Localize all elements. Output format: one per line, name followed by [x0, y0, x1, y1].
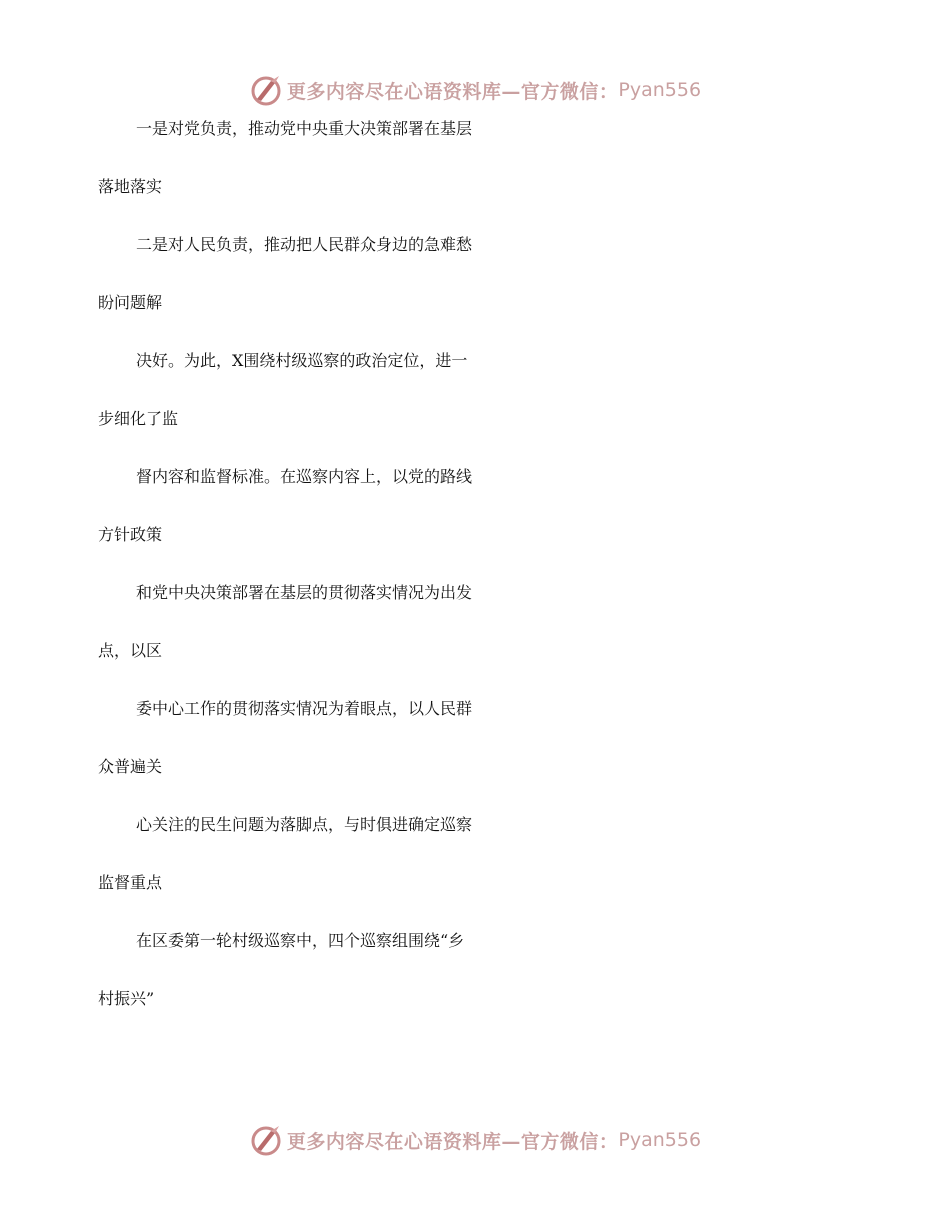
footer-wechat-id: Pyan556 — [618, 1129, 702, 1151]
quill-logo-icon — [249, 1123, 283, 1157]
text-line: 点，以区 — [98, 641, 163, 660]
text-line: 步细化了监 — [98, 409, 179, 428]
text-line: 和党中央决策部署在基层的贯彻落实情况为出发 — [136, 583, 473, 602]
footer-watermark — [0, 1120, 950, 1160]
text-line: 委中心工作的贯彻落实情况为着眼点，以人民群 — [136, 699, 473, 718]
text-line: 在区委第一轮村级巡察中，四个巡察组围绕“乡 — [136, 931, 465, 950]
text-line: 落地落实 — [98, 177, 163, 196]
document-body — [98, 116, 858, 1044]
header-watermark-text: 更多内容尽在心语资料库—官方微信： — [286, 80, 619, 103]
text-line: 村振兴” — [98, 989, 155, 1008]
text-line: 众普遍关 — [98, 757, 163, 776]
text-line: 监督重点 — [98, 873, 163, 892]
header-watermark — [0, 70, 950, 110]
text-line: 一是对党负责，推动党中央重大决策部署在基层 — [136, 119, 473, 138]
text-line: 决好。为此，X围绕村级巡察的政治定位，进一 — [136, 351, 468, 370]
text-line: 盼问题解 — [98, 293, 163, 312]
text-line: 方针政策 — [98, 525, 163, 544]
text-line: 二是对人民负责，推动把人民群众身边的急难愁 — [136, 235, 473, 254]
text-line: 督内容和监督标准。在巡察内容上，以党的路线 — [136, 467, 473, 486]
text-line: 心关注的民生问题为落脚点，与时俱进确定巡察 — [136, 815, 473, 834]
quill-logo-icon — [249, 73, 283, 107]
header-wechat-id: Pyan556 — [618, 79, 702, 101]
footer-watermark-text: 更多内容尽在心语资料库—官方微信： — [286, 1130, 619, 1153]
